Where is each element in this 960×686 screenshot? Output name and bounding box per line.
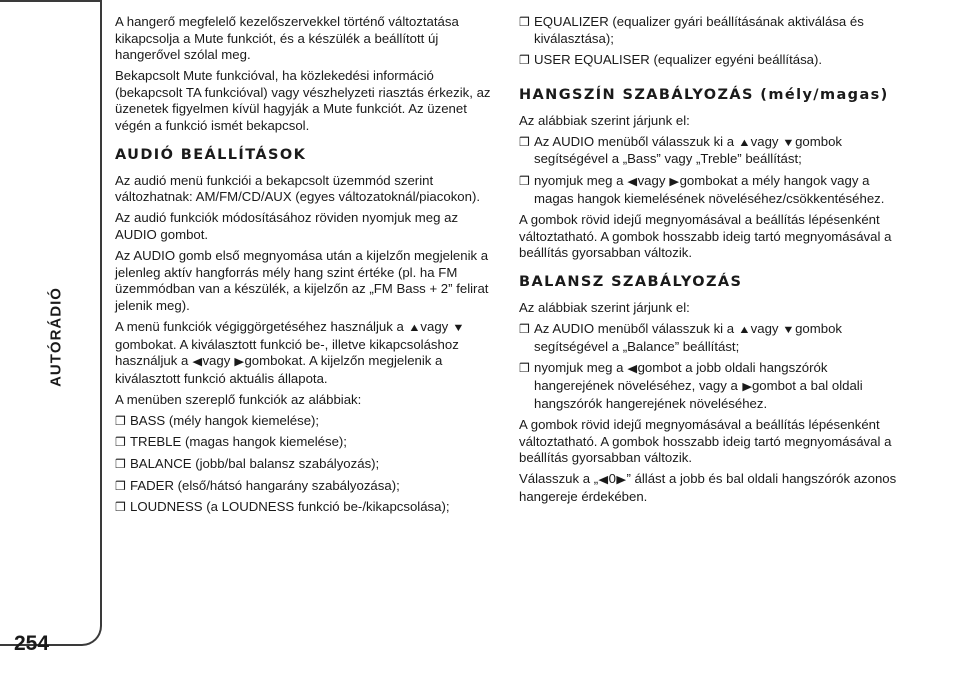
list-item: ❒ LOUDNESS (a LOUDNESS funkció be-/kikapcsolása); [115,499,450,515]
checkbox-bullet-icon: ❒ [519,322,530,337]
paragraph: A gombok rövid idejű megnyomásával a beállítás lépésenként változtatható. A gombok hosszabb ideig tartó megnyomásával a beállítás gyorsabban változik. [519,212,892,261]
checkbox-bullet-icon: ❒ [519,15,530,29]
paragraph: Az audió funkciók módosításához röviden nyomjuk meg az AUDIO gombot. [115,210,459,242]
checkbox-bullet-icon: ❒ [519,53,530,68]
list-item: ❒ BALANCE (jobb/bal balansz szabályozás); [115,456,380,472]
checkbox-bullet-icon: ❒ [519,134,530,149]
list-item: ❒ TREBLE (magas hangok kiemelése); [115,434,347,450]
checkbox-bullet-icon: ❒ [115,478,126,493]
paragraph: Az alábbiak szerint járjunk el: [519,300,690,316]
list-item: ❒ Az AUDIO menüből válasszuk ki a ▲vagy ▼gombok segítségével a „Balance” beállítást; [519,321,842,354]
page-number: 254 [14,632,50,655]
section-heading-audio-settings: AUDIÓ BEÁLLÍTÁSOK [115,146,307,163]
left-column [115,14,497,521]
paragraph: Bekapcsolt Mute funkcióval, ha közlekedési információ (bekapcsolt TA funkcióval) vagy vészhelyzeti riasztás érkezik, az üzenetek figyelmen kívül hagyják a Mute funkciót. Az üzenet végén a funkció ismét bekapcsol. [115,68,491,134]
down-arrow-icon: ▼ [452,321,465,334]
chapter-label: AUTÓRÁDIÓ [47,287,65,387]
right-arrow-icon: ▶ [741,380,752,393]
list-item: ❒ BASS (mély hangok kiemelése); [115,412,320,428]
up-arrow-icon: ▲ [737,324,751,337]
up-arrow-icon: ▲ [407,321,421,334]
left-arrow-icon: ◀ [627,363,638,376]
list-item: ❒ FADER (első/hátsó hangarány szabályozása); [115,477,400,493]
right-arrow-icon: ▶ [669,176,680,189]
list-item: ❒ Az AUDIO menüből válasszuk ki a ▲vagy ▼gombok segítségével a „Bass” vagy „Treble” beállítást; [519,133,842,167]
paragraph: A hangerő megfelelő kezelőszervekkel történő változtatása kikapcsolja a Mute funkciót, és a készülék a beállított új hangerővel szólal meg. [115,14,459,63]
right-arrow-icon: ▶ [234,356,245,369]
checkbox-bullet-icon: ❒ [115,435,126,450]
list-item: ❒ nyomjuk meg a ◀vagy ▶gombokat a mély hangok vagy a magas hangok kiemelésének növeléséhez/csökkentéséhez. [519,173,885,206]
paragraph: A menü funkciók végiggörgetéséhez használjuk a ▲vagy ▼gombokat. A kiválasztott funkció be-, illetve kikapcsoláshoz használjuk a ◀vagy ▶gombokat. A kijelzőn megjelenik a kiválasztott funkció aktuális állapota. [115,318,465,386]
left-arrow-icon: ◀ [192,356,203,369]
left-arrow-icon: ◀ [598,474,609,487]
up-arrow-icon: ▲ [737,136,751,149]
left-arrow-icon: ◀ [627,176,638,189]
paragraph: Az alábbiak szerint járjunk el: [519,112,690,128]
down-arrow-icon: ▼ [782,136,795,149]
paragraph: A menüben szereplő funkciók az alábbiak: [115,391,362,407]
paragraph: Válasszuk a „◀0▶” állást a jobb és bal oldali hangszórók azonos hangereje érdekében. [519,471,897,504]
section-heading-balance-control: BALANSZ SZABÁLYOZÁS [519,274,743,291]
list-item: ❒ USER EQUALISER (equalizer egyéni beállítása). [519,52,823,68]
paragraph: A gombok rövid idejű megnyomásával a beállítás lépésenként változtatható. A gombok hosszabb ideig tartó megnyomásával a beállítás gyorsabban változik. [519,417,892,466]
right-column [519,14,904,510]
section-heading-tone-control: HANGSZÍN SZABÁLYOZÁS (mély/magas) [519,86,889,103]
paragraph: Az AUDIO gomb első megnyomása után a kijelzőn megjelenik a jelenleg aktív hangforrás mély hang szint értéke (pl. ha FM üzemmódban van a készülék, a kijelzőn az „FM Bass + 2” felirat jelenik meg). [115,248,489,313]
checkbox-bullet-icon: ❒ [519,361,530,376]
list-item: ❒ nyomjuk meg a ◀gombot a jobb oldali hangszórók hangerejének növeléséhez, vagy a ▶gombot a bal oldali hangszórók hangerejének növeléséhez. [519,360,863,411]
checkbox-bullet-icon: ❒ [115,413,126,428]
list-item: ❒ EQUALIZER (equalizer gyári beállításának aktiválása és kiválasztása); [519,14,864,46]
checkbox-bullet-icon: ❒ [519,174,530,189]
right-arrow-icon: ▶ [616,474,627,487]
chapter-tab [0,0,102,646]
checkbox-bullet-icon: ❒ [115,457,126,472]
down-arrow-icon: ▼ [782,324,795,337]
checkbox-bullet-icon: ❒ [115,500,126,515]
paragraph: Az audió menü funkciói a bekapcsolt üzemmód szerint változhatnak: AM/FM/CD/AUX (egyes változatoknál/piacokon). [115,172,481,205]
